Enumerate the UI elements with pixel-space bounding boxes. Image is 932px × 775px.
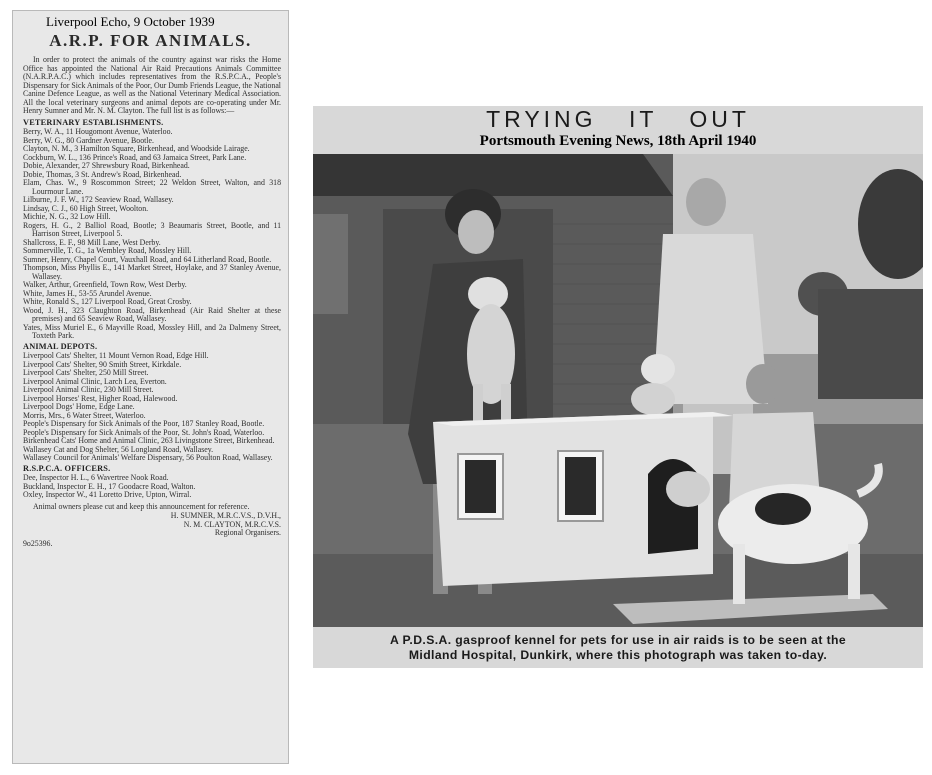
listing-entry: Lilburne, J. F. W., 172 Seaview Road, Wallasey. — [23, 195, 174, 204]
reference-number: 9o25396. — [23, 538, 53, 548]
article-closing: Animal owners please cut and keep this announcement for reference. — [33, 501, 250, 511]
listing-entry: Wallasey Council for Animals' Welfare Dispensary, 56 Poulton Road, Wallasey. — [23, 453, 273, 462]
listing-entry: Lindsay, C. J., 60 High Street, Woolton. — [23, 203, 149, 213]
section-heading: R.S.P.C.A. OFFICERS. — [23, 463, 111, 473]
listing-entry: Morris, Mrs., 6 Water Street, Waterloo. — [23, 410, 146, 420]
listing-entry: Cockburn, W. L., 136 Prince's Road, and 63 Jamaica Street, Park Lane. — [23, 152, 247, 162]
photo-caption-line: A P.D.S.A. gasproof kennel for pets for use in air raids is to be seen at the — [389, 633, 847, 647]
right-newspaper-clipping — [313, 106, 923, 668]
listing-entry: Wood, J. H., 323 Claughton Road, Birkenhead (Air Raid Shelter at these premises) and 65 Seaview Road, Wallasey. — [23, 305, 281, 323]
listing-entry: Sommerville, T. G., 1a Wembley Road, Mossley Hill. — [23, 246, 192, 255]
right-clipping-source-caption: Portsmouth Evening News, 18th April 1940 — [479, 133, 757, 149]
listing-entry: Thompson, Miss Phyllis E., 141 Market Street, Hoylake, and 37 Stanley Avenue, Wallasey. — [23, 263, 281, 281]
signature-line: H. SUMNER, M.R.C.V.S., D.V.H., — [170, 511, 281, 520]
listing-entry: Birkenhead Cats' Home and Animal Clinic, 263 Livingstone Street, Birkenhead. — [23, 436, 275, 445]
listing-entry: Berry, W. A., 11 Hougomont Avenue, Waterloo. — [23, 127, 173, 136]
listing-entry: Liverpool Animal Clinic, Larch Lea, Everton. — [23, 376, 167, 386]
listing-entry: Liverpool Dogs' Home, Edge Lane. — [23, 402, 135, 411]
listing-entry: Berry, W. G., 80 Gardner Avenue, Bootle. — [23, 135, 154, 145]
listing-entry: Oxley, Inspector W., 41 Loretto Drive, Upton, Wirral. — [23, 490, 192, 499]
listing-entry: Liverpool Cats' Shelter, 250 Mill Street. — [23, 368, 149, 377]
listing-entry: Dee, Inspector H. L., 6 Wavertree Nook Road. — [23, 473, 169, 482]
listing-entry: Clayton, N. M., 3 Hamilton Square, Birkenhead, and Woodside Lairage. — [23, 144, 250, 153]
listing-entry: Elam, Chas. W., 9 Roscommon Street; 22 Weldon Street, Walton, and 318 Lourmour Lane. — [23, 178, 281, 196]
listing-entry: Michie, N. G., 32 Low Hill. — [23, 212, 111, 221]
listing-entry: Buckland, Inspector E. H., 17 Goodacre Road, Walton. — [23, 481, 196, 491]
article-sections — [23, 119, 281, 500]
left-clipping-source-caption: Liverpool Echo, 9 October 1939 — [46, 14, 215, 29]
listing-entry: People's Dispensary for Sick Animals of the Poor, St. John's Road, Waterloo. — [23, 427, 265, 437]
kennel-photograph — [313, 154, 923, 627]
listing-entry: Shallcross, E. F., 98 Mill Lane, West Derby. — [23, 237, 161, 247]
listing-entry: Yates, Miss Muriel E., 6 Mayville Road, Mossley Hill, and 2a Dalmeny Street, Toxteth Park. — [23, 322, 281, 340]
article-intro: In order to protect the animals of the country against war risks the Home Office has appointed the National Air Raid Precautions Animals Committee (N.A.R.P.A.C.) which includes representatives from the R.S.P.C.A., People's Dispensary for Sick Animals of the Poor, Our Dumb Friends League, the National Canine Defence League, as well as the National Veterinary Medical Association. All the local veterinary surgeons and animal depots are co-operating under Mr. Henry Sumner and Mr. N. M. Clayton. The full list is as follows:— — [23, 55, 281, 115]
photo-caption-line: Midland Hospital, Dunkirk, where this photograph was taken to-day. — [408, 648, 828, 662]
listing-entry: Liverpool Horses' Rest, Higher Road, Halewood. — [23, 393, 178, 403]
listing-entry: Liverpool Animal Clinic, 230 Mill Street. — [23, 385, 154, 394]
listing-entry: Sumner, Henry, Chapel Court, Vauxhall Road, and 64 Litherland Road, Bootle. — [23, 254, 272, 264]
left-clipping-headline: A.R.P. FOR ANIMALS. — [49, 31, 252, 50]
listing-entry: People's Dispensary for Sick Animals of the Poor, 187 Stanley Road, Bootle. — [23, 419, 265, 428]
listing-entry: Wallasey Cat and Dog Shelter, 56 Longland Road, Wallasey. — [23, 444, 214, 454]
signature-line: N. M. CLAYTON, M.R.C.V.S. — [183, 519, 281, 529]
listing-entry: White, James H., 53-55 Arundel Avenue. — [23, 288, 152, 298]
right-clipping-headline: TRYING IT OUT — [486, 106, 750, 132]
section-heading: VETERINARY ESTABLISHMENTS. — [23, 117, 164, 127]
listing-entry: Rogers, H. G., 2 Balliol Road, Bootle; 3 Beaumaris Street, Bootle, and 11 Harrison Street, Liverpool 5. — [23, 220, 281, 238]
photo-caption — [321, 633, 915, 663]
listing-entry: Dobie, Thomas, 3 St. Andrew's Road, Birkenhead. — [23, 169, 182, 179]
listing-entry: Liverpool Cats' Shelter, 90 Smith Street, Kirkdale. — [23, 359, 182, 369]
listing-entry: Liverpool Cats' Shelter, 11 Mount Vernon Road, Edge Hill. — [23, 351, 209, 360]
section-heading: ANIMAL DEPOTS. — [23, 341, 98, 351]
listing-entry: Walker, Arthur, Greenfield, Town Row, West Derby. — [23, 280, 187, 289]
article-body — [23, 56, 281, 759]
listing-entry: Dobie, Alexander, 27 Shrewsbury Road, Birkenhead. — [23, 161, 190, 170]
listing-entry: White, Ronald S., 127 Liverpool Road, Great Crosby. — [23, 297, 192, 306]
signature-line: Regional Organisers. — [214, 528, 281, 537]
left-newspaper-clipping — [12, 10, 289, 764]
